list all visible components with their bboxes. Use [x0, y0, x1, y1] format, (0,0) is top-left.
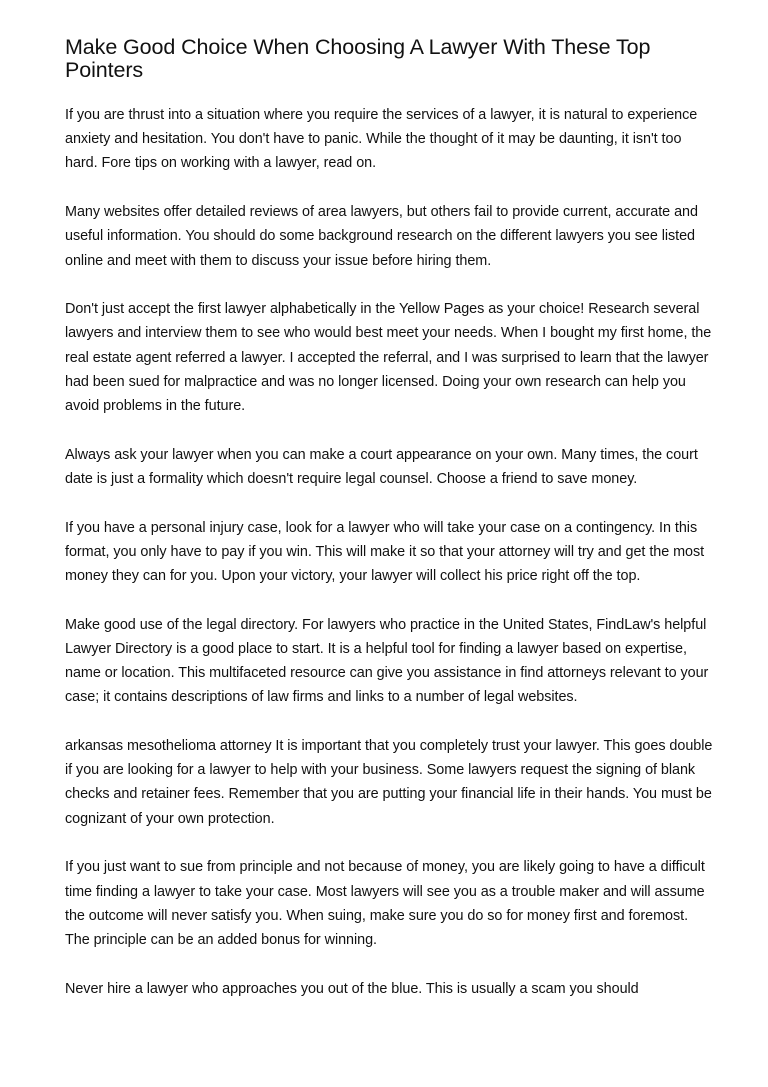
paragraph-3: Don't just accept the first lawyer alphabetically in the Yellow Pages as your choice! Research several lawyers and interview them to see who would best meet your needs. When I bought my first home, the real estate agent referred a lawyer. I accepted the referral, and I was surprised to learn that the lawyer had been sued for malpractice and was no longer licensed. Doing your own research can help you avoid problems in the future.	[65, 301, 712, 415]
paragraph-1: If you are thrust into a situation where you require the services of a lawyer, it is natural to experience anxiety and hesitation. You don't have to panic. While the thought of it may be daunting, it isn't too hard. Fore tips on working with a lawyer, read on.	[65, 107, 698, 172]
paragraph-9: Never hire a lawyer who approaches you out of the blue. This is usually a scam you should	[65, 980, 639, 997]
paragraph-5: If you have a personal injury case, look for a lawyer who will take your case on a contingency. In this format, you only have to pay if you win. This will make it so that your attorney will try and get the most money they can for you. Upon your victory, your lawyer will collect his price right off the top.	[65, 519, 705, 585]
paragraph-4: Always ask your lawyer when you can make a court appearance on your own. Many times, the court date is just a formality which doesn't require legal counsel. Choose a friend to save money.	[65, 446, 698, 487]
paragraph-6: Make good use of the legal directory. For lawyers who practice in the United States, FindLaw's helpful Lawyer Directory is a good place to start. It is a helpful tool for finding a lawyer based on expertise, name or location. This multifaceted resource can give you assistance in find attorneys relevant to your case; it contains descriptions of law firms and links to a number of legal websites.	[65, 616, 709, 706]
paragraph-2: Many websites offer detailed reviews of area lawyers, but others fail to provide current, accurate and useful information. You should do some background research on the different lawyers you see listed online and meet with them to discuss your issue before hiring them.	[65, 204, 698, 269]
paragraph-8: If you just want to sue from principle and not because of money, you are likely going to have a difficult time finding a lawyer to take your case. Most lawyers will see you as a trouble maker and will assume the outcome will never satisfy you. When suing, make sure you do so for money first and foremost. The principle can be an added bonus for winning.	[65, 859, 705, 948]
document-title: Make Good Choice When Choosing A Lawyer With These Top Pointers	[65, 35, 651, 82]
paragraph-7: arkansas mesothelioma attorney It is important that you completely trust your lawyer. This goes double if you are looking for a lawyer to help with your business. Some lawyers request the signing of blank checks and retainer fees. Remember that you are putting your financial life in their hands. You must be cognizant of your own protection.	[65, 738, 713, 827]
document-page	[65, 36, 715, 1001]
